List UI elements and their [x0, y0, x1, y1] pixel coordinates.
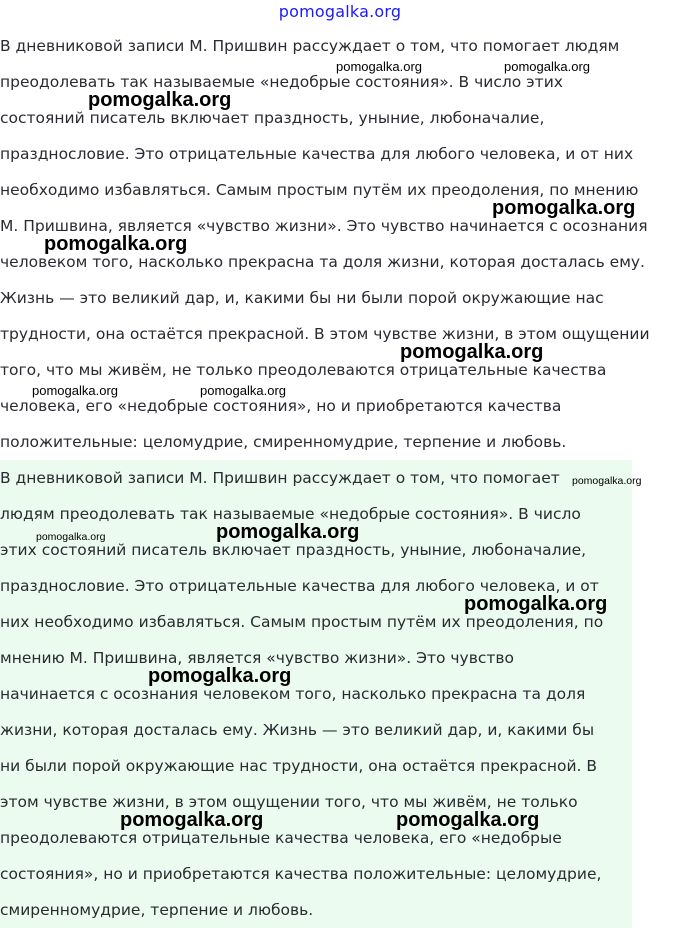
text-line: состояния», но и приобретаются качества положительные: целомудрие,	[0, 865, 602, 883]
watermark: pomogalka.org	[492, 197, 636, 219]
watermark: pomogalka.org	[216, 521, 360, 543]
text-line: ни были порой окружающие нас трудности, она остаётся прекрасной. В	[0, 757, 598, 775]
text-line: преодолеваются отрицательные качества человека, его «недобрые	[0, 829, 562, 847]
text-line: празднословие. Это отрицательные качества для любого человека, и от	[0, 577, 599, 595]
text-line: М. Пришвина, является «чувство жизни». Это чувство начинается с осознания	[0, 217, 648, 235]
text-line: состояний писатель включает праздность, уныние, любоначалие,	[0, 109, 545, 127]
watermark: pomogalka.org	[504, 59, 590, 74]
watermark: pomogalka.org	[88, 89, 232, 111]
watermark: pomogalka.org	[572, 475, 642, 487]
text-line: необходимо избавляться. Самым простым путём их преодоления, по мнению	[0, 181, 639, 199]
text-line: Жизнь — это великий дар, и, какими бы ни были порой окружающие нас	[0, 289, 604, 307]
watermark: pomogalka.org	[36, 531, 106, 543]
watermark: pomogalka.org	[400, 341, 544, 363]
text-line: смиренномудрие, терпение и любовь.	[0, 901, 314, 919]
text-line: В дневниковой записи М. Пришвин рассуждает о том, что помогает	[0, 469, 560, 487]
text-line: человеком того, насколько прекрасна та доля жизни, которая досталась ему.	[0, 253, 645, 271]
watermark: pomogalka.org	[464, 593, 608, 615]
text-line: преодолевать так называемые «недобрые состояния». В число этих	[0, 73, 563, 91]
text-line: человека, его «недобрые состояния», но и приобретаются качества	[0, 397, 562, 415]
text-line: празднословие. Это отрицательные качества для любого человека, и от них	[0, 145, 634, 163]
watermark: pomogalka.org	[148, 665, 292, 687]
watermark: pomogalka.org	[336, 59, 422, 74]
watermark: pomogalka.org	[200, 383, 286, 398]
text-line: этом чувстве жизни, в этом ощущении того, что мы живём, не только	[0, 793, 578, 811]
watermark: pomogalka.org	[120, 809, 264, 831]
text-line: положительные: целомудрие, смиренномудрие, терпение и любовь.	[0, 433, 567, 451]
text-line: трудности, она остаётся прекрасной. В этом чувстве жизни, в этом ощущении	[0, 325, 650, 343]
watermark: pomogalka.org	[32, 383, 118, 398]
text-line: этих состояний писатель включает праздность, уныние, любоначалие,	[0, 541, 587, 559]
text-line: того, что мы живём, не только преодолеваются отрицательные качества	[0, 361, 607, 379]
watermark: pomogalka.org	[396, 809, 540, 831]
text-line: мнению М. Пришвина, является «чувство жизни». Это чувство	[0, 649, 515, 667]
text-line: начинается с осознания человеком того, насколько прекрасна та доля	[0, 685, 586, 703]
text-line: людям преодолевать так называемые «недобрые состояния». В число	[0, 505, 581, 523]
watermark: pomogalka.org	[44, 233, 188, 255]
text-line: В дневниковой записи М. Пришвин рассуждает о том, что помогает людям	[0, 37, 620, 55]
site-header-logo[interactable]: pomogalka.org	[278, 2, 402, 21]
text-line: них необходимо избавляться. Самым простым путём их преодоления, по	[0, 613, 604, 631]
text-line: жизни, которая досталась ему. Жизнь — это великий дар, и, какими бы	[0, 721, 595, 739]
